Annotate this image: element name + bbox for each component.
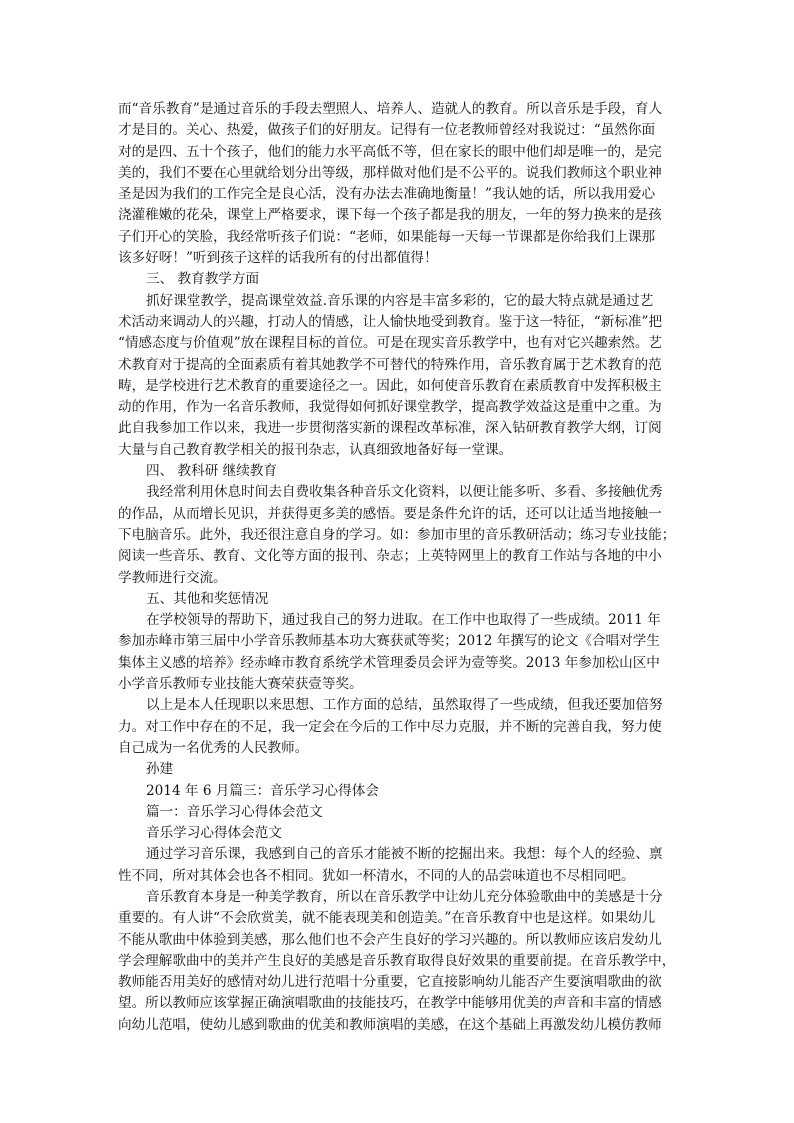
text-line: 的作品，从而增长见识，并获得更多美的感悟。要是条件允许的话，还可以让适当地接触一 [118, 505, 662, 522]
text-line: 望。所以教师应该掌握正确演唱歌曲的技能技巧，在教学中能够用优美的声音和丰富的情感 [118, 995, 662, 1012]
text-line: 此自我参加工作以来，我进一步贯彻落实新的课程改革标准，深入钻研教育教学大纲，订阅 [118, 420, 662, 437]
text-line: 小学音乐教师专业技能大赛荣获壹等奖。 [118, 676, 363, 693]
text-line: 集体主义感的培养》经赤峰市教育系统学术管理委员会评为壹等奖。2013 年参加松山区中 [118, 654, 660, 671]
text-line: 自己成为一名优秀的人民教师。 [118, 739, 309, 756]
text-line: 学会理解歌曲中的美并产生良好的美感是音乐教育取得良好效果的重要前提。在音乐教学中， [118, 952, 676, 969]
text-line: 四、 教科研 继续教育 [146, 463, 277, 480]
document-body [118, 99, 682, 1036]
text-line: 音乐学习心得体会范文 [146, 825, 282, 842]
text-line: 浇灌稚嫩的花朵，课堂上严格要求，课下每一个孩子都是我的朋友，一年的努力换来的是孩 [118, 207, 662, 224]
text-line: 参加赤峰市第三届中小学音乐教师基本功大赛获贰等奖；2012 年撰写的论文《合唱对学生 [118, 633, 660, 650]
text-line: “情感态度与价值观”放在课程目标的首位。可是在现实音乐教学中，也有对它兴趣索然。艺 [118, 335, 663, 352]
text-line: 五、其他和奖惩情况 [146, 590, 269, 607]
text-line: 阅读一些音乐、教育、文化等方面的报刊、杂志；上英特网里上的教育工作站与各地的中小 [118, 548, 662, 565]
text-line: 教师能否用美好的感情对幼儿进行范唱十分重要，它直接影响幼儿能否产生要演唱歌曲的欲 [118, 974, 662, 991]
text-line: 而“音乐教育”是通过音乐的手段去塑照人、培养人、造就人的教育。所以音乐是手段，育人 [118, 101, 663, 117]
text-line: 不能从歌曲中体验到美感，那么他们也不会产生良好的学习兴趣的。所以教师应该启发幼儿 [118, 931, 662, 948]
text-line: 术活动来调动人的兴趣，打动人的情感，让人愉快地受到教育。鉴于这一特征，“新标准”把 [118, 313, 663, 330]
text-line: 抓好课堂教学，提高课堂效益.音乐课的内容是丰富多彩的，它的最大特点就是通过艺 [146, 292, 654, 309]
text-line: 该多好呀！”听到孩子这样的话我所有的付出都值得！ [118, 250, 438, 267]
text-line: 以上是本人任现职以来思想、工作方面的总结，虽然取得了一些成绩，但我还要加倍努 [146, 697, 663, 714]
text-line: 2014 年 6 月篇三：音乐学习心得体会 [146, 782, 379, 799]
text-line: 学教师进行交流。 [118, 569, 227, 586]
text-line: 畴，是学校进行艺术教育的重要途径之一。因此，如何使音乐教育在素质教育中发挥积极主 [118, 377, 662, 394]
text-line: 性不同，所对其体会也各不相同。犹如一杯清水，不同的人的品尝味道也不尽相同吧。 [118, 867, 635, 884]
text-line: 音乐教育本身是一种美学教育，所以在音乐教学中让幼儿充分体验歌曲中的美感是十分 [146, 888, 663, 905]
text-line: 美的，我们不要在心里就给划分出等级，那样做对他们是不公平的。说我们教师这个职业神 [118, 164, 662, 181]
text-line: 重要的。有人讲“不会欣赏美，就不能表现美和创造美。”在音乐教育中也是这样。如果幼儿 [118, 910, 656, 927]
text-line: 圣是因为我们的工作完全是良心活，没有办法去准确地衡量！”我认她的话，所以我用爱心 [118, 186, 656, 203]
text-line: 我经常利用休息时间去自费收集各种音乐文化资料，以便让能多听、多看、多接触优秀 [146, 484, 663, 501]
text-line: 通过学习音乐课，我感到自己的音乐才能被不断的挖掘出来。我想：每个人的经验、禀 [146, 846, 663, 863]
text-line: 才是目的。关心、热爱，做孩子们的好朋友。记得有一位老教师曾经对我说过：“虽然你面 [118, 122, 656, 139]
text-line: 在学校领导的帮助下，通过我自己的努力进取。在工作中也取得了一些成绩。2011 年 [146, 612, 661, 629]
text-line: 术教育对于提高的全面素质有着其她教学不可替代的特殊作用，音乐教育属于艺术教育的范 [118, 356, 662, 373]
text-line: 孙建 [146, 761, 174, 778]
text-line: 向幼儿范唱，使幼儿感到歌曲的优美和教师演唱的美感，在这个基础上再激发幼儿模仿教师 [118, 1016, 662, 1033]
text-line: 篇一：音乐学习心得体会范文 [146, 803, 323, 820]
text-line: 力。对工作中存在的不足，我一定会在今后的工作中尽力克服，并不断的完善自我，努力使 [118, 718, 662, 735]
text-line: 子们开心的笑脸，我经常听孩子们说：“老师，如果能每一天每一节课都是你给我们上课那 [118, 228, 656, 245]
text-line: 大量与自己教育教学相关的报刊杂志，认真细致地备好每一堂课。 [118, 441, 513, 458]
text-line: 对的是四、五十个孩子，他们的能力水平高低不等，但在家长的眼中他们却是唯一的，是完 [118, 143, 662, 160]
text-line: 下电脑音乐。此外，我还很注意自身的学习。如：参加市里的音乐教研活动；练习专业技能； [118, 526, 676, 543]
text-line: 三、 教育教学方面 [146, 271, 260, 288]
text-line: 动的作用，作为一名音乐教师，我觉得如何抓好课堂教学，提高教学效益这是重中之重。为 [118, 399, 662, 416]
